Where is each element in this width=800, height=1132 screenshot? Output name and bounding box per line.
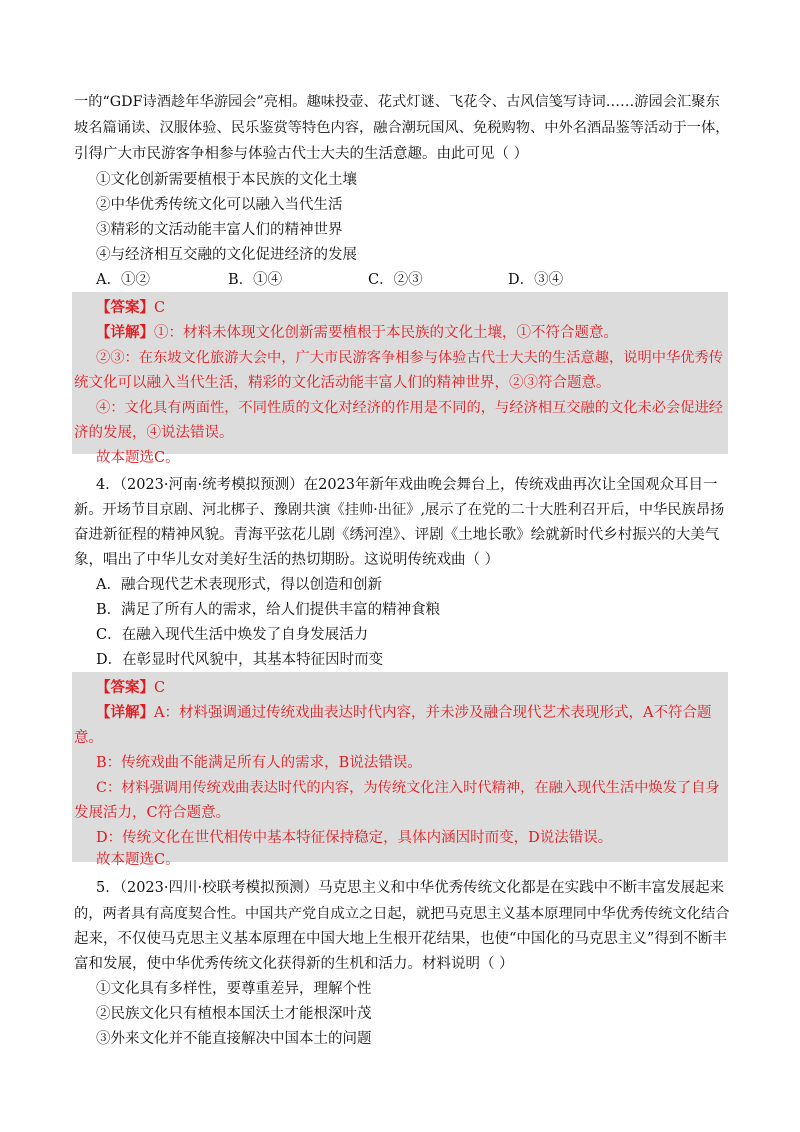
- q5-stem-line: 富和发展，使中华优秀传统文化获得新的生机和活力。材料说明（ ）: [74, 956, 514, 972]
- analysis-text: A：材料强调通过传统戏曲表达时代内容，并未涉及融合现代艺术表现形式，A不符合题: [154, 705, 712, 721]
- q3-option-a: A．①②: [96, 272, 150, 288]
- q4-analysis-line: B：传统戏曲不能满足所有人的需求，B说法错误。: [96, 755, 422, 771]
- q3-analysis-line: ④：文化具有两面性，不同性质的文化对经济的作用是不同的，与经济相互交融的文化未必会促进经: [96, 400, 724, 416]
- q3-statement: ①文化创新需要植根于本民族的文化土壤: [96, 172, 357, 188]
- q4-analysis-line: C：材料强调用传统戏曲表达时代的内容，为传统文化注入时代精神，在融入现代生活中焕发了自身: [96, 780, 720, 796]
- q4-analysis-line: 意。: [74, 730, 103, 746]
- answer-value: C: [154, 300, 166, 316]
- q4-option-a: A．融合现代艺术表现形式，得以创造和创新: [96, 577, 382, 593]
- q3-analysis-first: [96, 323, 618, 343]
- q3-statement: ②中华优秀传统文化可以融入当代生活: [96, 197, 343, 213]
- q3-option-d: D．③④: [508, 272, 564, 288]
- q4-analysis-first: [96, 703, 711, 723]
- q3-conclusion: 故本题选C。: [96, 450, 180, 466]
- q4-option-b: B．满足了所有人的需求，给人们提供丰富的精神食粮: [96, 602, 441, 618]
- q5-statement: ②民族文化只有植根本国沃土才能根深叶茂: [96, 1006, 372, 1022]
- q5-stem-line: 的，两者具有高度契合性。中国共产党自成立之日起，就把马克思主义基本原理同中华优秀传统文化结合: [74, 906, 730, 922]
- answer-value: C: [154, 680, 166, 696]
- answer-tag: 【答案】: [96, 299, 154, 316]
- q3-option-b: B．①④: [228, 272, 283, 288]
- q3-stem-line: 坡名篇诵读、汉服体验、民乐鉴赏等特色内容，融合潮玩国风、免税购物、中外名酒品鉴等活动于一体，: [74, 120, 730, 136]
- q3-statement: ③精彩的文活动能丰富人们的精神世界: [96, 222, 343, 238]
- q4-answer: [96, 678, 165, 698]
- q4-stem-line: 4．（2023·河南·统考模拟预测）在2023年新年戏曲晚会舞台上，传统戏曲再次让全国观众耳目一: [96, 477, 718, 493]
- q4-stem-line: 奋进新征程的精神风貌。青海平弦花儿剧《绣河湟》、评剧《土地长歌》绘就新时代乡村振兴的大美气: [74, 527, 720, 543]
- q4-option-c: C．在融入现代生活中焕发了自身发展活力: [96, 627, 369, 643]
- analysis-text: ①：材料未体现文化创新需要植根于本民族的文化土壤，①不符合题意。: [154, 325, 618, 341]
- q4-analysis-line: 发展活力，C符合题意。: [74, 805, 231, 821]
- q5-stem-line: 起来，不仅使马克思主义基本原理在中国大地上生根开花结果，也使“中国化的马克思主义”得到不断丰: [74, 931, 727, 947]
- analysis-tag: 【详解】: [96, 704, 154, 721]
- q4-conclusion: 故本题选C。: [96, 852, 180, 868]
- q4-option-d: D．在彰显时代风貌中，其基本特征因时而变: [96, 652, 384, 668]
- q5-statement: ①文化具有多样性，要尊重差异，理解个性: [96, 981, 372, 997]
- q3-statement: ④与经济相互交融的文化促进经济的发展: [96, 247, 357, 263]
- q3-analysis-line: 统文化可以融入当代生活，精彩的文化活动能丰富人们的精神世界，②③符合题意。: [74, 375, 611, 391]
- q3-stem-line: 一的“GDF诗酒趁年华游园会”亮相。趣味投壶、花式灯谜、飞花令、古风信笺写诗词……游园会汇聚东: [74, 94, 720, 110]
- q3-stem-line: 引得广大市民游客争相参与体验古代士大夫的生活意趣。由此可见（ ）: [74, 146, 529, 162]
- q5-stem-line: 5．（2023·四川·校联考模拟预测）马克思主义和中华优秀传统文化都是在实践中不断丰富发展起来: [96, 880, 725, 896]
- q3-analysis-line: ②③：在东坡文化旅游大会中，广大市民游客争相参与体验古代士大夫的生活意趣，说明中华优秀传: [96, 350, 724, 366]
- answer-tag: 【答案】: [96, 679, 154, 696]
- q3-answer: [96, 298, 165, 318]
- q3-option-c: C．②③: [368, 272, 423, 288]
- analysis-tag: 【详解】: [96, 324, 154, 341]
- q4-stem-line: 象，唱出了中华儿女对美好生活的热切期盼。这说明传统戏曲（ ）: [74, 552, 500, 568]
- q3-analysis-line: 济的发展，④说法错误。: [74, 425, 234, 441]
- q4-stem-line: 新。开场节目京剧、河北梆子、豫剧共演《挂帅·出征》,展示了在党的二十大胜利召开后，中华民族昂扬: [74, 502, 725, 518]
- q5-statement: ③外来文化并不能直接解决中国本土的问题: [96, 1031, 372, 1047]
- q4-analysis-line: D：传统文化在世代相传中基本特征保持稳定，具体内涵因时而变，D说法错误。: [96, 830, 613, 846]
